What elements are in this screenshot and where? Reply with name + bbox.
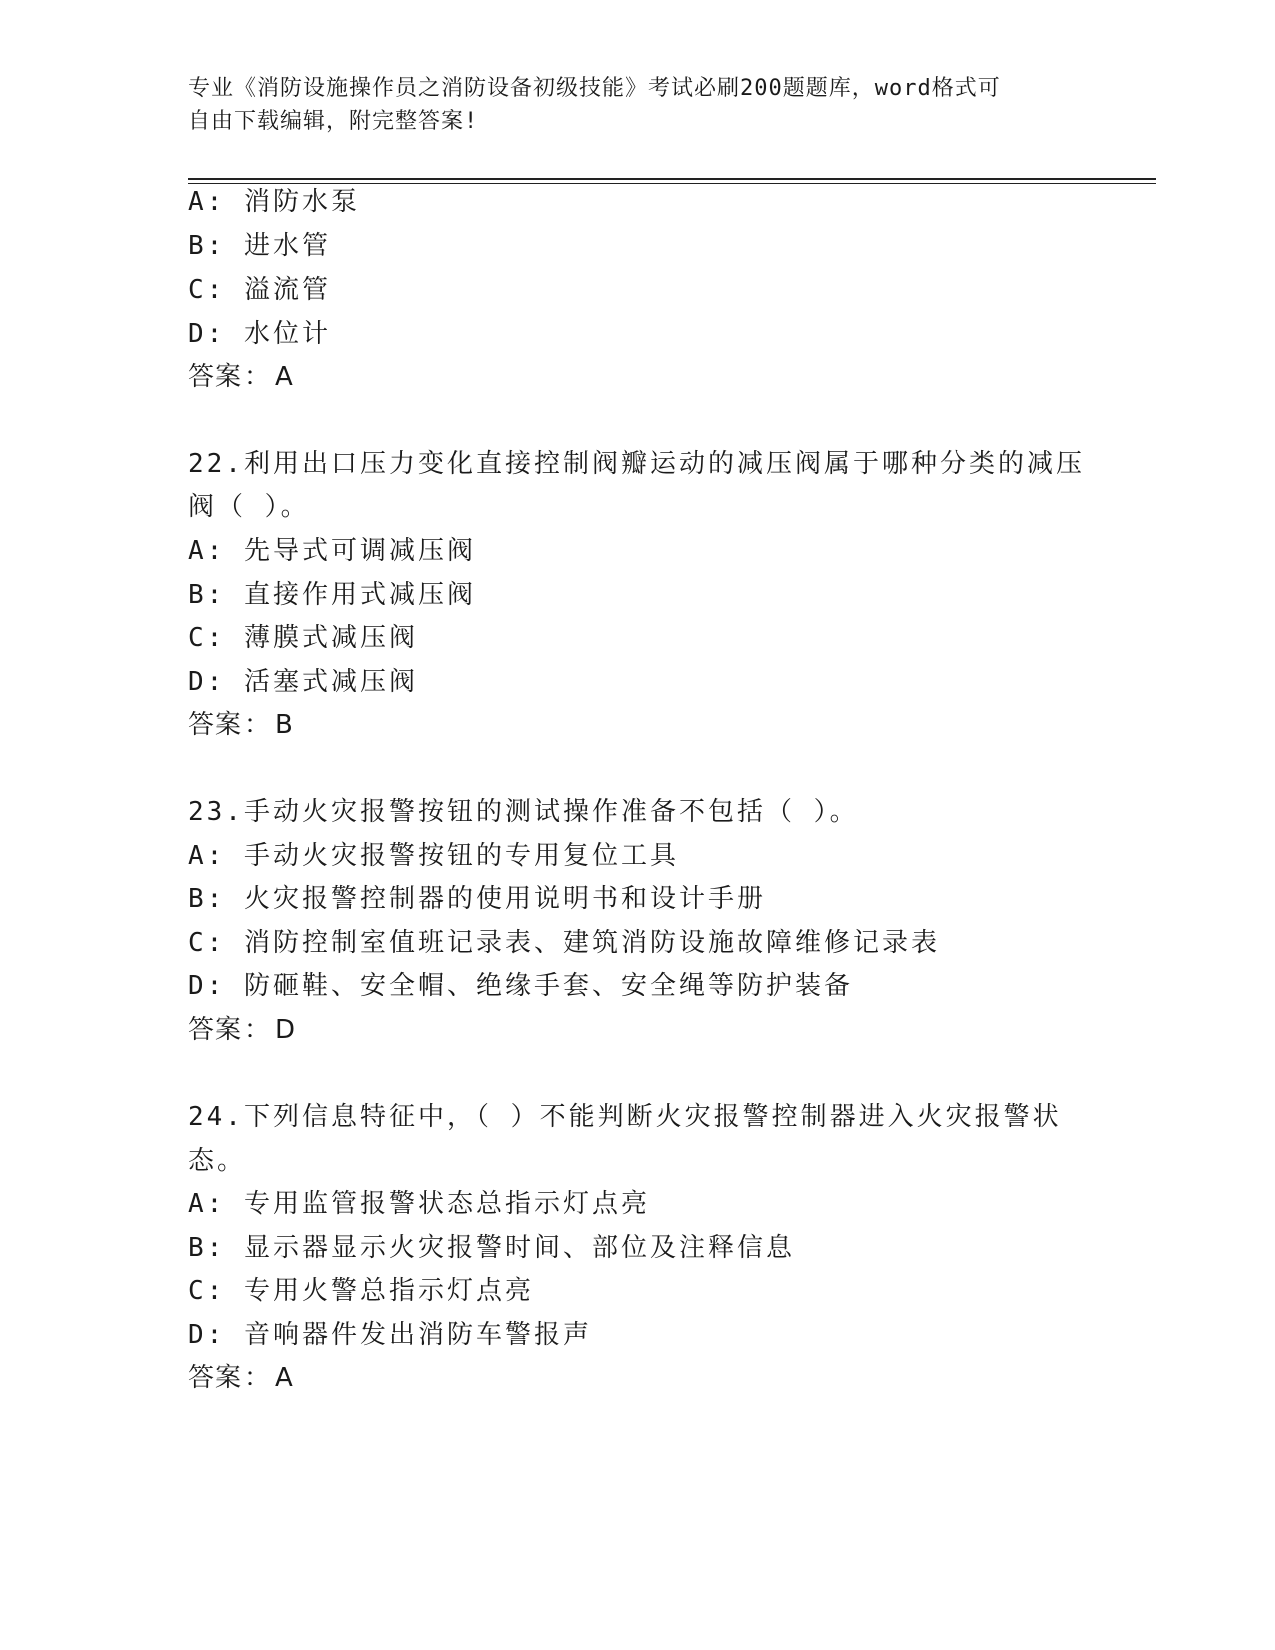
answer-label: 答案: [188, 1363, 243, 1393]
answer-separator: ：: [244, 362, 272, 392]
answer-value: D: [275, 1015, 297, 1045]
q24-option-c: C: 专用火警总指示灯点亮: [188, 1276, 534, 1306]
q23-option-d: D: 防砸鞋、安全帽、绝缘手套、安全绳等防护装备: [188, 971, 853, 1001]
q23-answer: [188, 1014, 296, 1046]
q23-option-a: A: 手动火灾报警按钮的专用复位工具: [188, 841, 679, 871]
answer-label: 答案: [188, 362, 243, 392]
q21-option-d: D: 水位计: [188, 319, 331, 349]
q24-option-b: B: 显示器显示火灾报警时间、部位及注释信息: [188, 1233, 795, 1263]
header-title-line-2: 自由下载编辑，附完整答案!: [188, 109, 479, 134]
header-title-line-1: 专业《消防设施操作员之消防设备初级技能》考试必刷200题题库，word格式可: [188, 76, 1001, 101]
answer-separator: ：: [244, 710, 272, 740]
answer-label: 答案: [188, 710, 243, 740]
q23-option-c: C: 消防控制室值班记录表、建筑消防设施故障维修记录表: [188, 928, 940, 958]
answer-value: B: [275, 710, 294, 740]
q24-stem-line-1: 24.下列信息特征中，（ ）不能判断火灾报警控制器进入火灾报警状: [188, 1102, 1062, 1132]
q21-option-b: B: 进水管: [188, 231, 331, 261]
q21-option-c: C: 溢流管: [188, 275, 331, 305]
q23-option-b: B: 火灾报警控制器的使用说明书和设计手册: [188, 884, 766, 914]
answer-separator: ：: [244, 1015, 272, 1045]
answer-value: A: [275, 1363, 294, 1393]
answer-separator: ：: [244, 1363, 272, 1393]
q23-stem-line-1: 23.手动火灾报警按钮的测试操作准备不包括（ ）。: [188, 797, 859, 827]
q22-answer: [188, 709, 294, 741]
q22-stem-line-1: 22.利用出口压力变化直接控制阀瓣运动的减压阀属于哪种分类的减压: [188, 449, 1085, 479]
q21-option-a: A: 消防水泵: [188, 187, 360, 217]
q22-option-c: C: 薄膜式减压阀: [188, 623, 418, 653]
q24-stem-line-2: 态。: [188, 1146, 247, 1176]
answer-value: A: [275, 362, 294, 392]
q22-option-d: D: 活塞式减压阀: [188, 667, 418, 697]
answer-label: 答案: [188, 1015, 243, 1045]
q24-option-a: A: 专用监管报警状态总指示灯点亮: [188, 1189, 650, 1219]
q22-option-b: B: 直接作用式减压阀: [188, 580, 476, 610]
q22-stem-line-2: 阀（ ）。: [188, 492, 310, 522]
header-divider-thin: [188, 183, 1156, 184]
q24-answer: [188, 1362, 294, 1394]
q21-answer: [188, 361, 294, 393]
q22-option-a: A: 先导式可调减压阀: [188, 536, 476, 566]
q24-option-d: D: 音响器件发出消防车警报声: [188, 1320, 592, 1350]
header-divider-thick: [188, 178, 1156, 180]
document-header: [188, 72, 1068, 138]
